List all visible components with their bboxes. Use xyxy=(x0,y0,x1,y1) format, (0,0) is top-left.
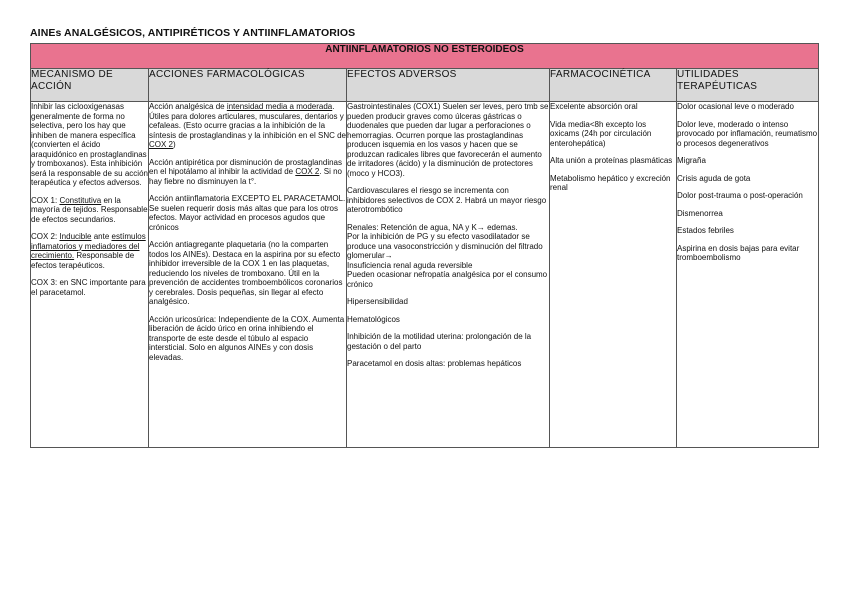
aines-table xyxy=(30,43,819,448)
utilidades-paragraph: Dolor post-trauma o post-operación xyxy=(677,191,803,200)
utilidades-paragraph: Migraña xyxy=(677,156,706,165)
acciones-paragraph: Acción antiagregante plaquetaria (no la comparten todos los AINEs). Destaca en la aspirina por su efecto inhibidor irreversible de la COX 1 en las plaquetas, reduciendo los niveles de tromboxano. Útil en la prevención de accidentes tromboembólicos coronarios y cerebrales. Dosis pequeñas, sin llegar al efecto analgésico. xyxy=(149,240,343,306)
farmacocinetica-paragraph: Alta unión a proteínas plasmáticas xyxy=(550,156,673,165)
header-mecanismo: MECANISMO DE ACCIÓN xyxy=(31,69,149,102)
acciones-paragraph: Acción antipirética por disminución de prostaglandinas en el hipotálamo al inhibir la actividad de COX 2. Si no hay fiebre no disminuyen la t°. xyxy=(149,157,343,186)
efectos-paragraph: Gastrointestinales (COX1) Suelen ser leves, pero tmb se pueden producir graves como úlceras gástricas o duodenales que pueden dar lugar a perforaciones o hemorragias. Ocurren porque las prostaglandinas producen isquemia en los vasos y hacen que se produzcan radicales libres que favorecerán el aumento de irritadores (ácido) y la disminución de protectores (moco y HCO3). xyxy=(347,102,549,178)
mecanismo-paragraph: COX 2: Inducible ante estímulos inflamatorios y mediadores del crecimiento. Responsable de efectos terapéuticos. xyxy=(31,232,146,270)
acciones-paragraph: Acción analgésica de intensidad media a moderada. Útiles para dolores articulares, musculares, dentarios y cefaleas. (Esto ocurre gracias a la inhibición de la síntesis de prostaglandinas y la inhibición en el SNC de COX 2) xyxy=(149,102,347,149)
efectos-paragraph: Inhibición de la motilidad uterina: prolongación de la gestación o del parto xyxy=(347,332,532,351)
acciones-paragraph: Acción uricosúrica: Independiente de la COX. Aumenta liberación de ácido úrico en orina inhibiendo el transporte de este desde el túbulo al espacio intersticial. Solo en algunos AINEs y con dosis elevadas. xyxy=(149,314,345,362)
efectos-paragraph: Paracetamol en dosis altas: problemas hepáticos xyxy=(347,359,522,368)
farmacocinetica-paragraph: Vida media<8h excepto los oxicams (24h por circulación enterohepática) xyxy=(550,119,652,148)
mecanismo-paragraph: COX 3: en SNC importante para el paracetamol. xyxy=(31,278,146,297)
efectos-paragraph: Hematológicos xyxy=(347,314,400,324)
document-title: AINEs ANALGÉSICOS, ANTIPIRÉTICOS Y ANTIINFLAMATORIOS xyxy=(30,27,356,39)
utilidades-paragraph: Dolor leve, moderado o intenso provocado por inflamación, reumatismo o procesos degenerativos xyxy=(677,119,818,148)
header-farmacocinetica: FARMACOCINÉTICA xyxy=(550,69,677,102)
cell-farmacocinetica xyxy=(550,102,677,448)
utilidades-paragraph: Dolor ocasional leve o moderado xyxy=(677,102,794,111)
acciones-paragraph: Acción antiinflamatoria EXCEPTO EL PARACETAMOL. Se suelen requerir dosis más altas que para los otros efectos. Mayor actividad en procesos agudos que crónicos xyxy=(149,194,346,232)
farmacocinetica-paragraph: Excelente absorción oral xyxy=(550,102,638,111)
efectos-paragraph: Hipersensibilidad xyxy=(347,297,408,306)
efectos-paragraph: Renales: Retención de agua, NA y K→ edemas. Por la inhibición de PG y su efecto vasodilatador se produce una vasoconstricción y disminución del filtrado glomerular→ Insuficiencia renal aguda reversible Pueden ocasionar nefropatía analgésica por el consumo crónico xyxy=(347,222,548,289)
cell-utilidades xyxy=(677,102,819,448)
utilidades-paragraph: Estados febriles xyxy=(677,226,734,235)
utilidades-paragraph: Crisis aguda de gota xyxy=(677,173,751,183)
farmacocinetica-paragraph: Metabolismo hepático y excreción renal xyxy=(550,173,671,192)
cell-efectos xyxy=(347,102,550,448)
mecanismo-paragraph: Inhibir las ciclooxigenasas generalmente de forma no selectiva, pero los hay que inhiben de manera específica (convierten el ácido araquidónico en prostaglandinas y tromboxanos). Esta inhibición será la responsable de su acción terapéutica y efectos adversos. xyxy=(31,102,148,187)
mecanismo-paragraph: COX 1: Constitutiva en la mayoría de tejidos. Responsable de efectos secundarios. xyxy=(31,195,148,224)
utilidades-paragraph: Dismenorrea xyxy=(677,208,723,218)
cell-mecanismo xyxy=(31,102,149,448)
table-banner: ANTIINFLAMATORIOS NO ESTEROIDEOS xyxy=(31,44,819,69)
header-efectos: EFECTOS ADVERSOS xyxy=(347,69,550,102)
cell-acciones xyxy=(149,102,347,448)
header-acciones: ACCIONES FARMACOLÓGICAS xyxy=(149,69,347,102)
utilidades-paragraph: Aspirina en dosis bajas para evitar tromboembolismo xyxy=(677,243,800,262)
header-utilidades: UTILIDADES TERAPÉUTICAS xyxy=(677,69,819,102)
efectos-paragraph: Cardiovasculares el riesgo se incrementa con inhibidores selectivos de COX 2. Habrá un mayor riesgo aterotrombótico xyxy=(347,186,547,214)
